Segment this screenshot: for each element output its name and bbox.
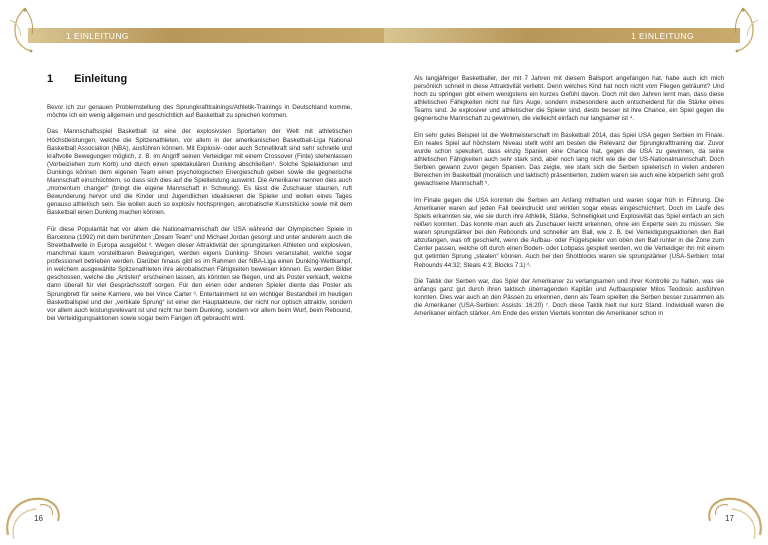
- body-text: [47, 104, 352, 331]
- paragraph: Bevor ich zur genauen Problemstellung des Sprungkrafttrainings/Athletik-Trainings in Deutschland komme, möchte ich ein wenig allgemein und geschichtlich auf Basketball zu sprechen kommen.: [47, 104, 352, 120]
- header-bar: [28, 28, 384, 43]
- header-bar: [384, 28, 740, 43]
- gold-swirl-ornament-icon: [690, 477, 768, 545]
- chapter-number: 1: [47, 73, 54, 85]
- running-header: 1 EINLEITUNG: [66, 30, 129, 41]
- paragraph: Für diese Popularität hat vor allem die Nationalmannschaft der USA während der Olympischen Spiele in Barcelona (1992) mit dem berühmten „Dream Team“ und Michael Jordan gesorgt und unter anderem auch die Streetballwelle in Europa ausgelöst ². Wegen dieser Attraktivität der sprungstarken Athleten und explosiven, manchmal kaum vorstellbaren Bewegungen, werden eigens Dunking- Shows veranstaltet, welche sogar professionell betrieben werden. Darüber hinaus gibt es im Rahmen der NBA-Liga einen Dunking-Wettkampf, in welchem ausgewählte Spitzenathleten ihre akrobatischen Fähigkeiten beweisen können. Es werden Bilder geschossen, welche die „Artisten“ erscheinen lassen, als könnten sie fliegen, und als Poster verkauft, welche dann überall für viel Gesprächsstoff sorgen. Für den einen oder anderen Spieler diente das Poster als Sprungbrett für seine Karriere, wie bei Vince Carter ³. Entertainment ist ein wichtiger Bestandteil im heutigen Basketballspiel und der „vertikale Sprung“ ist einer der Hauptakteure, der nicht nur optisch attraktiv, sondern vor allem auch leistungsrelevant ist und nicht nur beim Dunking, sondern vor allem beim Wurf, beim Rebound, bei Verteidigungsaktionen sowie sogar beim Fangen oft gebraucht wird.: [47, 225, 352, 322]
- page-number: 17: [725, 514, 734, 523]
- chapter-title: Einleitung: [74, 73, 128, 85]
- gold-ornament-icon: [722, 6, 764, 56]
- paragraph: Im Finale gegen die USA konnten die Serben am Anfang mithalten und waren sogar früh in Führung. Die Amerikaner waren auf jeden Fall beeindruckt und wirkten sogar etwas eingeschüchtert. Doch im Laufe des Spiels erkannten sie, wie sie durch ihre Athletik, Stärke, Schnelligkeit und Explosivität das Spiel einfach an sich reißen konnten. Das konnte man auch als Zuschauer leicht erkennen, ohne ein Experte sein zu müssen. Sie waren sprungstärker bei den Rebounds und schneller am Ball, wie z. B. bei Verteidigungsaktionen den Ball abzufangen, was oft geschieht, wenn die Aufbau- oder Flügelspieler von oben den Ball runter in die Zone zum Center passen, welche oft durch einen Boden- oder Lobpass gespielt werden, wo die Verteidiger ihn mit einem gut getimten Sprung „stealen“ können. Auch bei den Shotblocks waren sie sprungstärker (USA-Serbien: total Rebounds 44:32; Steals 4:3; Blocks 7:1) ⁶.: [414, 196, 724, 269]
- right-page: [384, 0, 768, 545]
- chapter-heading: [47, 73, 127, 85]
- paragraph: Ein sehr gutes Beispiel ist die Weltmeisterschaft im Basketball 2014, das Spiel USA gegen Serbien im Finale. Ein reales Spiel auf höchstem Niveau stellt wohl am besten die Relevanz der Sprungkrafttraining dar. Zuvor wurde schon spekuliert, dass einzig Spanien eine Chance hat, gegen die USA zu gewinnen, da seine athletischen Fähigkeiten auch sehr stark sind, aber noch lang nicht wie die der US-Nationalmannschaft. Doch Serbien gewann zuvor gegen Spanien. Das zeigte, wie stark sich die Serben spielerisch in vielen anderen Bereichen im Basketball (moralisch und taktisch) präsentierten, zudem waren sie auch eine körperlich sehr groß gewachsene Mannschaft ⁵.: [414, 131, 724, 188]
- gold-swirl-ornament-icon: [0, 477, 78, 545]
- gold-ornament-icon: [4, 6, 46, 56]
- paragraph: Das Mannschaftsspiel Basketball ist eine der explosivsten Sportarten der Welt mit athletischen Höchstleistungen, welche die Spitzenathleten, vor allem in der amerikanischen Basketball-Liga National Basketball Association (NBA), ausführen können. Mit Explosiv- oder auch Schnellkraft sind sehr schnelle und kraftvolle Bewegungen möglich, z. B. im Angriff seinen Verteidiger mit einem Crossover (Finte) stehenlassen (Vorbeiziehen zum Korb) und durch einen spektakulären Dunking abschließen¹. Solche Spielaktionen und Dunkings können dem eigenen Team einen psychologischen Energieschub geben sowie die gegnerische Mannschaft einschüchtern, so dass sich dies auf die Spielleistung auswirkt. Die Amerikaner nennen dies auch „momentum changer“ (bringt die eigene Mannschaft in Schwung). Es lässt die Zuschauer staunen, ruft Bewunderung hervor und die Kinder und Jugendlichen idealisieren die Spieler und wollen eines Tages genauso athletisch sein. Sie wollen auch so explosiv hochspringen, akrobatische Kunststücke sowie mit dem Basketball einen Dunking machen können.: [47, 128, 352, 217]
- body-text: [414, 75, 724, 327]
- paragraph: Als langjähriger Basketballer, der mit 7 Jahren mit diesem Ballsport angefangen hat, habe auch ich mich persönlich schnell in diese Attraktivität verliebt. Denn welches Kind hat noch nicht vom Fliegen geträumt? Und hoch zu springen gibt einem wenigstens ein kurzes Gefühl davon. Doch mit den Jahren lernt man, dass diese athletischen Fähigkeiten nicht nur fürs Auge, sondern insbesondere auch entscheidend für die Stärke eines Teams sind. Je explosiver und athletischer die Spieler sind, desto besser ist ihre Chance, ein Spiel gegen die gegnerische Mannschaft zu gewinnen, die vielleicht einfach nur langsamer ist ⁴.: [414, 75, 724, 123]
- running-header: 1 EINLEITUNG: [631, 30, 694, 41]
- paragraph: Die Taktik der Serben war, das Spiel der Amerikaner zu verlangsamen und ihrer Kontrolle zu halten, was sie anfangs ganz gut durch ihren taktisch überragenden Kapitän und Aufbauspieler Milos Teodosic ausführen konnten. Dies war auch an den Pässen zu erkennen, denn als Team spielten die Serben besser zusammen als die Amerikaner (USA-Serbien: Assists: 16:20) ⁷. Doch diese Taktik hielt nur kurz Stand. Individuell waren die Amerikaner einfach stärker. Am Ende des ersten Viertels konnten die Amerikaner schon in: [414, 277, 724, 318]
- page-number: 16: [34, 514, 43, 523]
